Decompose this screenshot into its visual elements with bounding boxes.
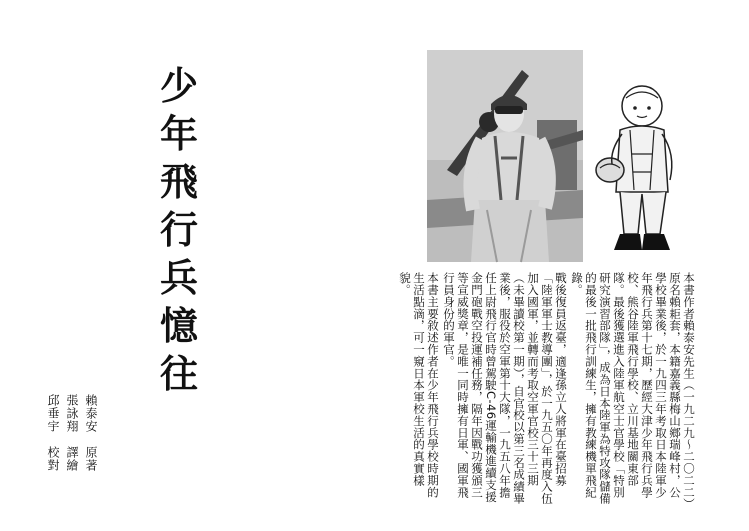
- book-title: [152, 64, 206, 396]
- cartoon-pilot-graphic: [590, 84, 700, 264]
- body-paragraph: 本書作者賴泰安先生（一九二九～二〇二二）原名賴耟套，本籍嘉義縣梅山鄉瑞峰村，公學校畢業後，於一九四三年考取日本陸軍少年飛行兵第十七期，歷經大津少年飛行兵學校、熊谷陸軍飛行學校、立川基地關東部隊。最後獲選進入陸軍航空士官學校「特別研究演習部隊」，成為日本陸軍為特攻隊儲備的最後一批飛行訓練生，擁有教練機單飛紀錄。: [570, 272, 696, 505]
- body-paragraph: 戰後復員返臺，適逢孫立人將軍在臺招募「陸軍軍士教導團」，於一九五〇年再度入伍加入國軍，並轉而考取空軍官校三十三期（未畢讀校第一期），自官校以第三名成績畢業後，服役於空軍第十大隊，一九五八年擔任上尉飛行官時曾駕駛C-46運輸機進續支援金門砲戰空投運補任務，隔年因戰功獲頒三等宣威獎章，是唯一同時擁有日軍、國軍飛行員身份的軍官。: [442, 272, 568, 505]
- credit-proofreader: [46, 394, 60, 472]
- title-char: 飛: [159, 160, 198, 204]
- title-char: 年: [159, 112, 198, 156]
- credit-role: 校對: [46, 446, 60, 472]
- credit-translator: [65, 394, 79, 472]
- credit-role: 譯繪: [65, 446, 79, 472]
- title-char: 往: [159, 352, 198, 396]
- credit-role: 原著: [84, 446, 98, 472]
- title-char: 兵: [159, 256, 198, 300]
- pilot-photo: [427, 50, 583, 262]
- title-char: 少: [159, 64, 198, 108]
- credit-name: 邱垂宇: [46, 394, 60, 433]
- title-char: 憶: [159, 304, 198, 348]
- body-text: [398, 272, 696, 508]
- body-paragraph: 本書主要敘述作者在少年飛行兵學校時期的生活點滴，可一窺日本軍校生活的真實樣貌。: [398, 272, 440, 499]
- title-char: 行: [159, 208, 198, 252]
- pilot-photo-graphic: [427, 50, 583, 262]
- cartoon-pilot-icon: [590, 84, 700, 264]
- credit-name: 賴泰安: [84, 394, 98, 433]
- credits: [46, 394, 102, 504]
- credit-author: [84, 394, 98, 472]
- credit-name: 張詠翔: [65, 394, 79, 433]
